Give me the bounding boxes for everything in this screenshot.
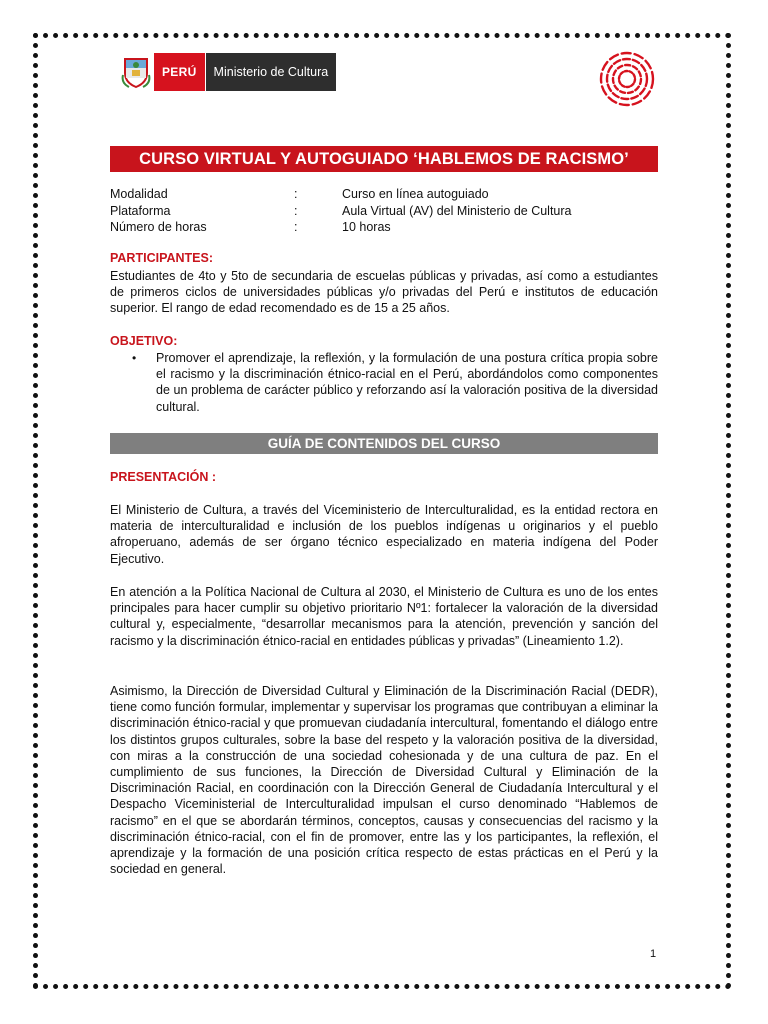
info-label: Modalidad xyxy=(110,187,168,201)
info-colon: : xyxy=(294,187,298,201)
objetivo-heading: OBJETIVO: xyxy=(110,334,178,348)
course-title-banner: CURSO VIRTUAL Y AUTOGUIADO ‘HABLEMOS DE RACISMO’ xyxy=(110,146,658,172)
objetivo-text: Promover el aprendizaje, la reflexión, y la formulación de una postura crítica propia sobre el racismo y la discriminación étnico-racial en el Perú, abordándolos como componentes de un problema de carácter público y reforzando así la valoración positiva de la diversidad cultural. xyxy=(156,351,658,414)
participantes-heading: PARTICIPANTES: xyxy=(110,251,214,265)
coat-of-arms-icon xyxy=(118,53,154,91)
bullet-icon: • xyxy=(132,351,137,365)
info-value: Curso en línea autoguiado xyxy=(342,187,489,201)
info-colon: : xyxy=(294,220,298,234)
peru-label: PERÚ xyxy=(154,53,205,91)
presentacion-paragraph-3: Asimismo, la Dirección de Diversidad Cultural y Eliminación de la Discriminación Racial (DEDR), tiene como función formular, implementar y supervisar los programas que contribuyan a eliminar la discriminación étnico-racial y que promuevan ciudadanía intercultural, fomentando el diálogo entre los distintos grupos culturales, sobre la base del respeto y la valoración positiva de la diversidad, con miras a la construcción de una sociedad cohesionada y de una cultura de paz. En el cumplimiento de sus funciones, la Dirección de Diversidad Cultural y Eliminación de la Discriminación Racial, en coordinación con la Dirección General de Ciudadanía Intercultural y el Despacho Viceministerial de Interculturalidad impulsan el curso denominado “Hablemos de racismo” en el que se abordarán términos, conceptos, causas y consecuencias del racismo y la discriminación étnico-racial, con el fin de promover, entre las y los participantes, la reflexión, el aprendizaje y la formación de una posición crítica respecto de estas prácticas en el Perú y la sociedad en general. xyxy=(110,684,658,877)
info-value: Aula Virtual (AV) del Ministerio de Cultura xyxy=(342,204,572,218)
presentacion-heading: PRESENTACIÓN : xyxy=(110,470,217,484)
ministry-label: Ministerio de Cultura xyxy=(205,53,337,91)
ministry-logo xyxy=(118,53,336,91)
page-number: 1 xyxy=(650,948,657,960)
info-colon: : xyxy=(294,204,298,218)
info-label: Número de horas xyxy=(110,220,207,234)
presentacion-paragraph-1: El Ministerio de Cultura, a través del Viceministerio de Interculturalidad, es la entidad rectora en materia de interculturalidad e inclusión de los pueblos indígenas u originarios y el pueblo afroperuano, además de ser órgano técnico especializado en materia indígena del Poder Ejecutivo. xyxy=(110,503,658,566)
culture-emblem-icon xyxy=(596,48,658,110)
info-value: 10 horas xyxy=(342,220,391,234)
info-label: Plataforma xyxy=(110,204,171,218)
content-guide-banner: GUÍA DE CONTENIDOS DEL CURSO xyxy=(110,433,658,454)
participantes-text: Estudiantes de 4to y 5to de secundaria de escuelas públicas y privadas, así como a estudiantes de primeros ciclos de universidades públicas y/o privadas del Perú e institutos de educación superior. El rango de edad recomendado es de 15 a 25 años. xyxy=(110,269,658,316)
presentacion-paragraph-2: En atención a la Política Nacional de Cultura al 2030, el Ministerio de Cultura es uno de los entes principales para hacer cumplir su objetivo prioritario Nº1: fortalecer la valoración de la diversidad cultural y, especialmente, “desarrollar mecanismos para la atención, prevención y sanción del racismo y la discriminación étnico-racial en entidades públicas y privadas” (Lineamiento 1.2). xyxy=(110,585,658,648)
